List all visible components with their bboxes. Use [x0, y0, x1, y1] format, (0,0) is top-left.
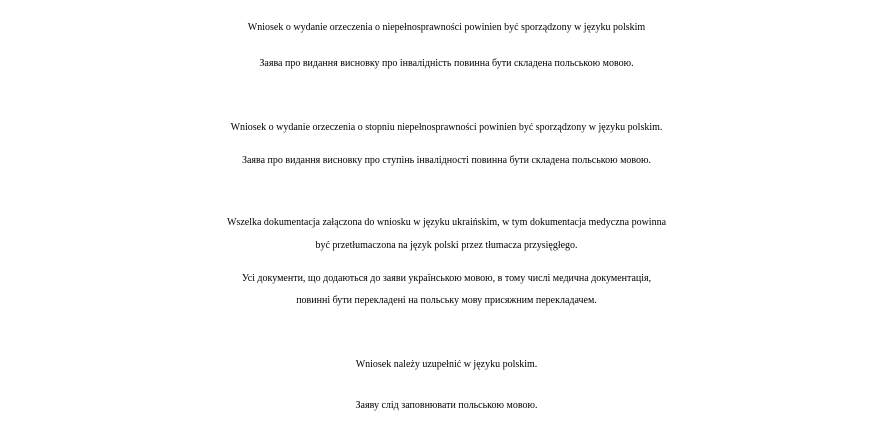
ukrainian-text-line: Заяву слід заповнювати польською мовою.: [355, 400, 538, 411]
polish-text-line: Wniosek należy uzupełnić w języku polskim.: [355, 359, 538, 370]
polish-text-line: Wniosek o wydanie orzeczenia o stopniu niepełnosprawności powinien być sporządzony w języku polskim.: [230, 122, 663, 133]
polish-text-line: Wszelka dokumentacja załączona do wniosku w języku ukraińskim, w tym dokumentacja medyczna powinna: [226, 217, 667, 228]
ukrainian-text-line: Усі документи, що додаються до заяви українською мовою, в тому числі медична документація,: [241, 273, 652, 284]
polish-text-line: być przetłumaczona na język polski przez tłumacza przysięgłego.: [315, 240, 578, 251]
polish-text-line: Wniosek o wydanie orzeczenia o niepełnosprawności powinien być sporządzony w języku polskim: [247, 22, 646, 33]
ukrainian-text-line: повинні бути перекладені на польську мову присяжним перекладачем.: [296, 295, 597, 306]
ukrainian-text-line: Заява про видання висновку про інвалідність повинна бути складена польською мовою.: [259, 58, 634, 69]
ukrainian-text-line: Заява про видання висновку про ступінь інвалідності повинна бути складена польською мовою.: [241, 155, 652, 166]
